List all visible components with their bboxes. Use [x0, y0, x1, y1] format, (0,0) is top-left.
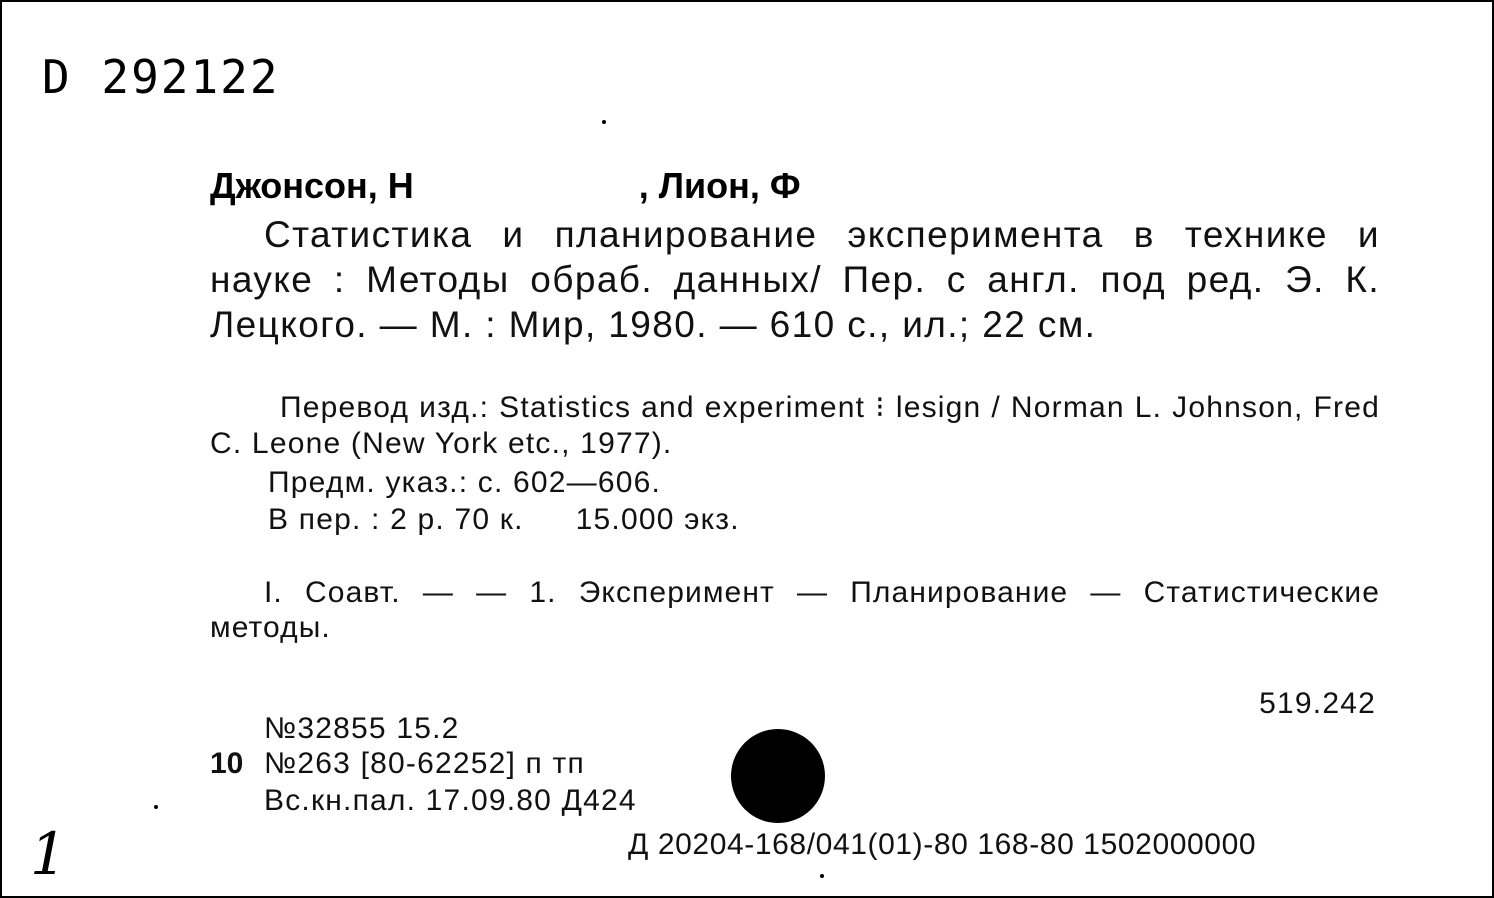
- classification-code: Д 20204-168/041(01)-80 168-80 1502000000: [628, 828, 1257, 861]
- price-line: [268, 503, 740, 537]
- udc-code: 519.242: [1259, 687, 1376, 720]
- author-leone: , Лион, Ф: [638, 165, 801, 206]
- subject-index-note: Предм. указ.: с. 602—606.: [268, 466, 662, 499]
- translation-note: Перевод изд.: Statistics and experiment ⁝ lesign / Norman L. Johnson, Fred C. Leone (New York etc., 1977).: [210, 391, 1380, 460]
- order-number-1: №32855 15.2: [264, 712, 460, 745]
- print-run: 15.000 экз.: [575, 503, 740, 536]
- authors-heading: [210, 165, 801, 207]
- order-number-2: №263 [80-62252] п тп: [264, 747, 585, 780]
- ink-speck: [154, 805, 158, 809]
- main-entry: Статистика и планирование эксперимента в технике и науке : Методы обраб. данных/ Пер. с англ. под ред. Э. К. Лецкого. — М. : Мир, 1980. — 610 с., ил.; 22 см.: [210, 214, 1380, 345]
- book-chamber-line: Вс.кн.пал. 17.09.80 Д424: [264, 784, 637, 817]
- stamp-number: D 292122: [42, 50, 280, 104]
- author-johnson: Джонсон, Н: [210, 165, 414, 206]
- ink-speck: [602, 120, 606, 124]
- ink-speck: [820, 874, 824, 878]
- price: В пер. : 2 р. 70 к.: [268, 503, 524, 536]
- filled-circle-mark: [731, 729, 825, 823]
- handwritten-mark: 1: [30, 820, 67, 888]
- tracings: I. Соавт. — — 1. Эксперимент — Планирование — Статистические методы.: [210, 576, 1380, 644]
- copies-count: 10: [210, 747, 244, 780]
